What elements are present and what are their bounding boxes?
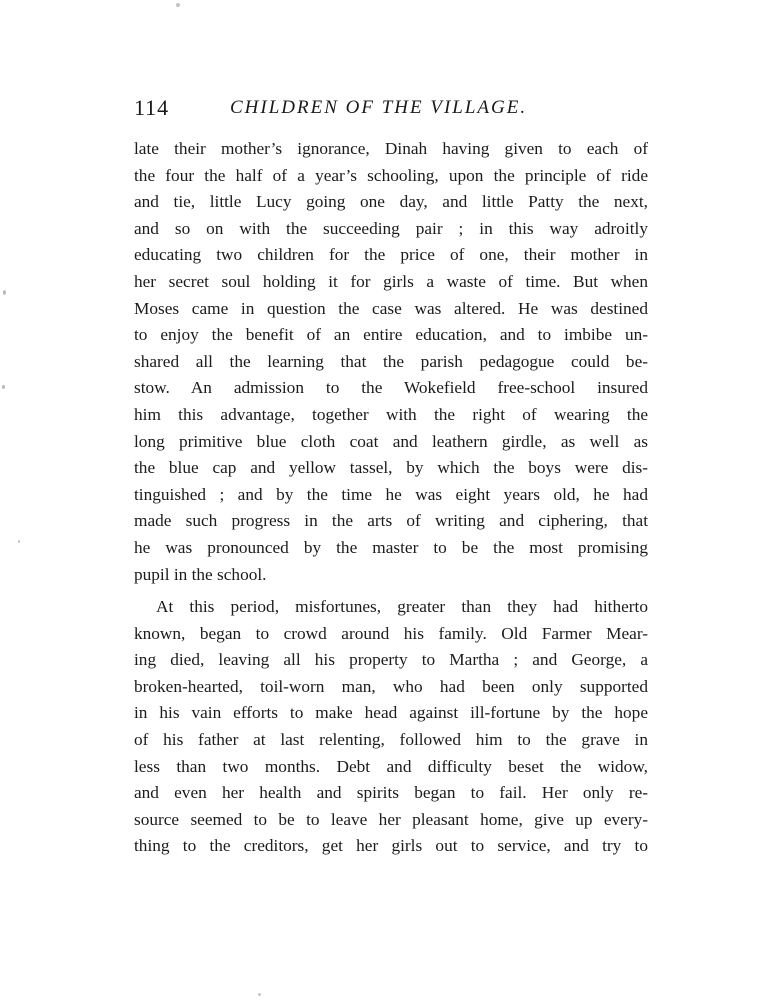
text-line: and so on with the succeeding pair ; in this way adroitly xyxy=(134,218,648,238)
page-number: 114 xyxy=(134,95,170,120)
text-line: tinguished ; and by the time he was eight years old, he had xyxy=(134,484,648,504)
running-head: CHILDREN OF THE VILLAGE. xyxy=(230,97,528,118)
text-line: and tie, little Lucy going one day, and little Patty the next, xyxy=(134,192,648,212)
text-line: known, began to crowd around his family. Old Farmer Mear- xyxy=(134,623,648,643)
text-line: less than two months. Debt and difficulty beset the widow, xyxy=(134,756,648,776)
text-line: and even her health and spirits began to fail. Her only re- xyxy=(134,783,648,803)
scan-speck xyxy=(2,385,5,389)
scan-speck xyxy=(3,290,6,295)
text-line: the four the half of a year’s schooling, upon the principle of ride xyxy=(134,165,648,185)
text-line: in his vain efforts to make head against ill-fortune by the hope xyxy=(134,703,648,723)
text-line: long primitive blue cloth coat and leathern girdle, as well as xyxy=(134,431,648,451)
text-line: ing died, leaving all his property to Martha ; and George, a xyxy=(134,650,648,670)
scan-speck xyxy=(18,540,20,543)
text-line: of his father at last relenting, followed him to the grave in xyxy=(134,730,648,750)
body-text xyxy=(134,136,648,860)
page-header xyxy=(134,95,648,131)
text-line: made such progress in the arts of writing and ciphering, that xyxy=(134,511,648,531)
text-line: Moses came in question the case was altered. He was destined xyxy=(134,298,648,318)
text-line: her secret soul holding it for girls a waste of time. But when xyxy=(134,271,648,291)
text-line: At this period, misfortunes, greater than they had hitherto xyxy=(156,597,648,617)
text-line: late their mother’s ignorance, Dinah having given to each of xyxy=(134,139,648,158)
scan-speck xyxy=(176,3,180,7)
text-line: he was pronounced by the master to be the most promising xyxy=(134,537,648,557)
text-line: shared all the learning that the parish pedagogue could be- xyxy=(134,351,648,371)
text-line: educating two children for the price of one, their mother in xyxy=(134,245,648,265)
text-line: stow. An admission to the Wokefield free-school insured xyxy=(134,378,648,398)
text-line: source seemed to be to leave her pleasant home, give up every- xyxy=(134,809,648,829)
text-line: thing to the creditors, get her girls out to service, and try to xyxy=(134,836,648,856)
scan-speck xyxy=(258,993,261,996)
text-line: to enjoy the benefit of an entire education, and to imbibe un- xyxy=(134,325,648,345)
text-line: the blue cap and yellow tassel, by which the boys were dis- xyxy=(134,458,648,478)
text-line: pupil in the school. xyxy=(134,564,267,584)
text-line: him this advantage, together with the right of wearing the xyxy=(134,404,648,424)
text-line: broken-hearted, toil-worn man, who had been only supported xyxy=(134,676,648,696)
